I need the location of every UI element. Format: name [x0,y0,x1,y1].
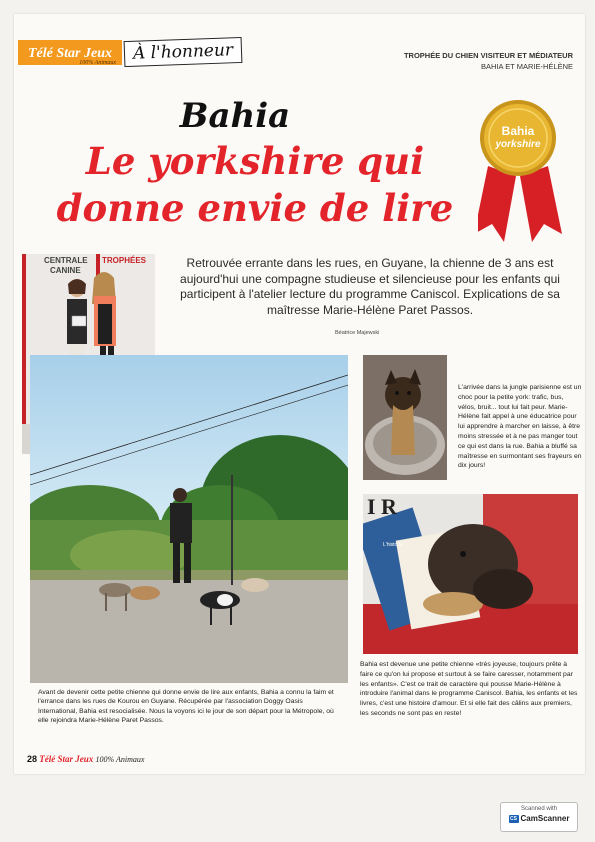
banner-canine: CANINE [50,266,81,275]
outdoor-photo [30,355,348,683]
headline-line2: donne envie de lire [56,186,454,230]
trophy-title: TROPHÉE DU CHIEN VISITEUR ET MÉDIATEUR [403,51,573,60]
bottom-right-text: Bahia est devenue une petite chienne «très joyeuse, toujours prête à faire ce qu'on lui propose et surtout à se faire caresser, notamment par les enfants». C'est ce trait de caractère qui pousse Marie-Hélène à introduire l'animal dans le programme Caniscol. Bahia, les enfants et les livres, c'est une histoire d'amour. Et si elle fait des câlins aux premiers, les seconds ne sont pas en reste! [360,661,578,717]
trophy-label [404,50,573,72]
intro-paragraph: Retrouvée errante dans les rues, en Guyane, la chienne de 3 ans est aujourd'hui une compagne studieuse et silencieuse pour les enfants qui participent à l'atelier lecture du programme Caniscol. Explications de sa maîtresse Marie-Hélène Paret Passos. [180,256,560,317]
page-footer [27,754,144,764]
footer-magazine: Télé Star Jeux [39,754,94,764]
camscanner-watermark [500,802,578,832]
camscanner-logo-icon: CS [510,815,517,822]
byline: Béatrice Majewski [335,330,380,336]
footer-subtitle: 100% Animaux [95,755,145,764]
scanner-label: Scanned with [520,806,558,812]
banner-trophees: TROPHÉES [102,256,147,265]
magazine-name: Télé Star Jeux [28,45,112,61]
right-column-text: L'arrivée dans la jungle parisienne est un choc pour la petite york: trafic, bus, vélos, bruit... tout lui fait peur. Marie-Hélène fait appel à une éducatrice pour lui apprendre à marcher en laisse, à être moins stressée et à ne pas manger tout ce qui est dans la rue. Bahia a bluffé sa maîtresse en surmontant ses frayeurs en dix jours! [458,384,582,470]
bottom-left-caption: Avant de devenir cette petite chienne qui donne envie de lire aux enfants, Bahia a connu la faim et l'errance dans les rues de Kourou en Guyane. Récupérée par l'association Doggy Oasis International, Bahia est resocialisée. Nous la voyons ici le jour de son départ pour la Métropole, où elle rejoindra Marie-Hélène Paret Passos. [38,689,334,725]
dog-name-title: Bahia [179,96,291,136]
magazine-tag [18,40,122,65]
headline [20,138,490,232]
banner-centrale: CENTRALE [44,256,88,265]
trophy-winners: BAHIA ET MARIE-HÉLÈNE [481,62,573,71]
rosette-badge [478,96,570,246]
scanner-brand: CamScanner [520,814,570,823]
badge-breed: yorkshire [495,139,541,150]
rosette-icon [478,96,570,246]
magazine-subtitle: 100% Animaux [79,59,116,66]
book-title: L'histoire [383,542,403,548]
page-number: 28 [27,754,38,764]
book-big-letters: I R [367,494,397,519]
badge-name: Bahia [501,124,535,138]
section-name: À l'honneur [124,37,243,67]
section-header [18,39,242,65]
headline-line1: Le yorkshire qui [85,139,425,183]
bahia-cushion-photo [363,355,447,480]
bahia-book-photo [363,494,578,654]
